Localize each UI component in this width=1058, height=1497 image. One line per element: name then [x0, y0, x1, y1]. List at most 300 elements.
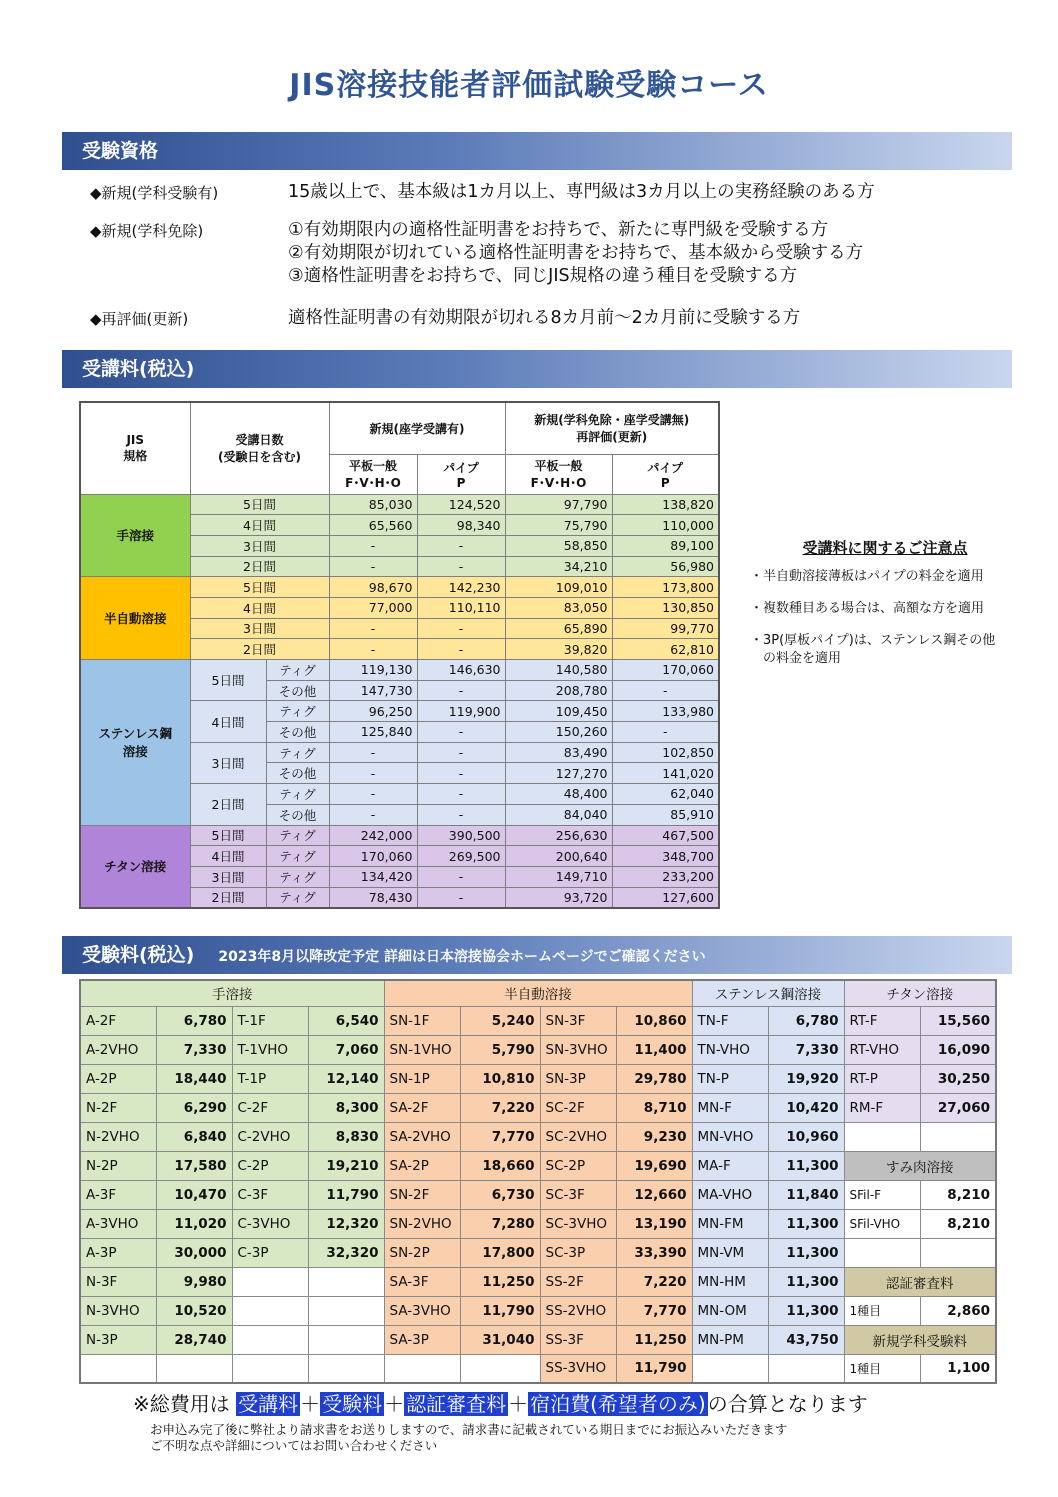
exam-fee: 10,810 — [460, 1064, 540, 1093]
exam-code: SN-3F — [540, 1006, 616, 1035]
exam-code: TN-P — [692, 1064, 768, 1093]
exam-code: TN-VHO — [692, 1035, 768, 1064]
header-new-exempt: 新規(学科免除・座学受講無) 再評価(更新) — [505, 402, 719, 454]
header-pipe: パイプ P — [417, 454, 505, 494]
exam-fee: 43,750 — [768, 1325, 844, 1354]
exam-row — [80, 1151, 996, 1180]
exam-code: MN-VM — [692, 1238, 768, 1267]
exam-fee: 30,250 — [920, 1064, 996, 1093]
exam-fee — [460, 1354, 540, 1383]
section-qualification — [62, 132, 1012, 170]
qualification-desc — [288, 181, 875, 204]
header-flat: 平板一般 F･V･H･O — [329, 454, 417, 494]
group-name: 半自動溶接 — [80, 577, 190, 660]
exam-fee: 5,790 — [460, 1035, 540, 1064]
fee-value: 173,800 — [612, 577, 719, 598]
group-name: ステンレス鋼 溶接 — [80, 660, 190, 826]
exam-code: C-3P — [232, 1238, 308, 1267]
fee-value: - — [329, 784, 417, 805]
exam-fee: 18,440 — [156, 1064, 232, 1093]
exam-fee: 11,790 — [460, 1296, 540, 1325]
fee-value: 98,340 — [417, 515, 505, 536]
fee-value: 119,130 — [329, 660, 417, 681]
qualification-line: ②有効期限が切れている適格性証明書をお持ちで、基本級から受験する方 — [288, 243, 864, 263]
exam-fee: 7,280 — [460, 1209, 540, 1238]
exam-code: C-3F — [232, 1180, 308, 1209]
exam-code: A-3F — [80, 1180, 156, 1209]
exam-header: チタン溶接 — [844, 980, 996, 1006]
cost-item: 受験料 — [322, 1392, 383, 1416]
exam-code: MN-F — [692, 1093, 768, 1122]
cost-item: 受講料 — [238, 1392, 299, 1416]
fee-value: 147,730 — [329, 680, 417, 701]
exam-fee: 11,020 — [156, 1209, 232, 1238]
exam-fee — [920, 1238, 996, 1267]
header-pipe: パイプ P — [612, 454, 719, 494]
exam-fee: 1,100 — [920, 1354, 996, 1383]
exam-fee: 12,140 — [308, 1064, 384, 1093]
method-cell: ティグ — [266, 866, 329, 887]
exam-fee: 6,780 — [156, 1006, 232, 1035]
qualification-line: ①有効期限内の適格性証明書をお持ちで、新たに専門級を受験する方 — [288, 220, 829, 240]
cost-item: 認証審査料 — [406, 1392, 507, 1416]
exam-code: 1種目 — [844, 1354, 920, 1383]
exam-row — [80, 1296, 996, 1325]
fee-value: - — [417, 763, 505, 784]
exam-fee: 19,920 — [768, 1064, 844, 1093]
days-cell: 2日間 — [190, 556, 329, 577]
note-item: ・半自動溶接薄板はパイプの料金を適用 — [750, 569, 984, 584]
fee-value: 77,000 — [329, 597, 417, 618]
days-cell: 4日間 — [190, 701, 266, 742]
exam-fee: 12,660 — [616, 1180, 692, 1209]
method-cell: その他 — [266, 722, 329, 743]
exam-code: MN-OM — [692, 1296, 768, 1325]
exam-code: A-2P — [80, 1064, 156, 1093]
exam-row — [80, 1093, 996, 1122]
qualification-label: ◆再評価(更新) — [90, 310, 189, 328]
exam-fee: 7,770 — [460, 1122, 540, 1151]
notes-title: 受講料に関するご注意点 — [802, 539, 968, 557]
exam-code: RT-P — [844, 1064, 920, 1093]
fee-value: 84,040 — [505, 804, 612, 825]
fee-value: 75,790 — [505, 515, 612, 536]
exam-fee — [920, 1122, 996, 1151]
exam-code — [844, 1238, 920, 1267]
exam-fee — [768, 1354, 844, 1383]
exam-row — [80, 1122, 996, 1151]
exam-code: MA-VHO — [692, 1180, 768, 1209]
exam-fee: 19,210 — [308, 1151, 384, 1180]
exam-code: TN-F — [692, 1006, 768, 1035]
fee-value: 149,710 — [505, 866, 612, 887]
exam-row — [80, 1267, 996, 1296]
days-cell: 3日間 — [190, 618, 329, 639]
fee-value: 133,980 — [612, 701, 719, 722]
exam-fee: 11,840 — [768, 1180, 844, 1209]
exam-fee: 7,060 — [308, 1035, 384, 1064]
fee-value: 200,640 — [505, 846, 612, 867]
fee-value: - — [329, 763, 417, 784]
exam-fee-note: 2023年8月以降改定予定 詳細は日本溶接協会ホームページでご確認ください — [218, 949, 706, 965]
exam-fee: 7,220 — [460, 1093, 540, 1122]
exam-fee: 19,690 — [616, 1151, 692, 1180]
plus-sign: ＋ — [300, 1392, 321, 1416]
group-name: 手溶接 — [80, 494, 190, 577]
fee-value: - — [417, 887, 505, 908]
total-suffix: の合算となります — [707, 1392, 868, 1416]
exam-fee: 6,780 — [768, 1006, 844, 1035]
header-jis: JIS 規格 — [80, 402, 190, 494]
fee-value: - — [417, 784, 505, 805]
fee-value: - — [417, 556, 505, 577]
fee-value: 142,230 — [417, 577, 505, 598]
fee-value: 62,810 — [612, 639, 719, 660]
days-cell: 4日間 — [190, 597, 329, 618]
exam-fee: 11,300 — [768, 1209, 844, 1238]
exam-code: C-2P — [232, 1151, 308, 1180]
exam-code: T-1F — [232, 1006, 308, 1035]
exam-code: SFil-VHO — [844, 1209, 920, 1238]
qualification-label: ◆新規(学科免除) — [90, 222, 204, 240]
fee-value: 85,910 — [612, 804, 719, 825]
fee-value: 109,010 — [505, 577, 612, 598]
exam-fee: 6,540 — [308, 1006, 384, 1035]
exam-code: SC-2VHO — [540, 1122, 616, 1151]
fee-row — [80, 577, 719, 598]
exam-code: SC-3F — [540, 1180, 616, 1209]
header-days: 受講日数 (受験日を含む) — [190, 402, 329, 494]
fee-value: 170,060 — [612, 660, 719, 681]
fee-value: 208,780 — [505, 680, 612, 701]
fee-value: 83,490 — [505, 742, 612, 763]
exam-code: RT-VHO — [844, 1035, 920, 1064]
fee-value: 65,890 — [505, 618, 612, 639]
exam-code — [232, 1267, 308, 1296]
fee-value: 467,500 — [612, 825, 719, 846]
exam-code: SN-2VHO — [384, 1209, 460, 1238]
section-course-fee — [62, 350, 1012, 388]
days-cell: 3日間 — [190, 535, 329, 556]
exam-fee: 11,790 — [308, 1180, 384, 1209]
fee-value: 141,020 — [612, 763, 719, 784]
exam-code — [384, 1354, 460, 1383]
fee-value: 256,630 — [505, 825, 612, 846]
fee-value: 109,450 — [505, 701, 612, 722]
fee-value: 93,720 — [505, 887, 612, 908]
fee-value: 138,820 — [612, 494, 719, 515]
days-cell: 2日間 — [190, 784, 266, 825]
fee-value: 110,110 — [417, 597, 505, 618]
fee-value: 150,260 — [505, 722, 612, 743]
exam-fee: 15,560 — [920, 1006, 996, 1035]
exam-fee: 7,770 — [616, 1296, 692, 1325]
exam-code: T-1P — [232, 1064, 308, 1093]
exam-code: N-3VHO — [80, 1296, 156, 1325]
cost-item: 宿泊費(希望者のみ) — [530, 1392, 706, 1416]
qualification-desc — [288, 219, 863, 288]
exam-code: MN-VHO — [692, 1122, 768, 1151]
exam-code — [232, 1354, 308, 1383]
days-cell: 5日間 — [190, 660, 266, 701]
exam-code: SS-3VHO — [540, 1354, 616, 1383]
fee-value: - — [417, 722, 505, 743]
fee-value: 127,270 — [505, 763, 612, 784]
fee-value: 119,900 — [417, 701, 505, 722]
exam-code: SA-3P — [384, 1325, 460, 1354]
exam-row — [80, 1064, 996, 1093]
exam-row — [80, 1006, 996, 1035]
exam-code: MN-HM — [692, 1267, 768, 1296]
footer — [150, 1422, 787, 1454]
qualification-label: ◆新規(学科受験有) — [90, 184, 219, 202]
exam-fee: 6,840 — [156, 1122, 232, 1151]
plus-sign: ＋ — [508, 1392, 529, 1416]
fee-value: 170,060 — [329, 846, 417, 867]
exam-fee: 10,520 — [156, 1296, 232, 1325]
exam-code: SS-2F — [540, 1267, 616, 1296]
fee-value: 130,850 — [612, 597, 719, 618]
exam-fee: 29,780 — [616, 1064, 692, 1093]
exam-fee: 18,660 — [460, 1151, 540, 1180]
exam-row — [80, 1354, 996, 1383]
fee-value: - — [329, 618, 417, 639]
exam-fee — [308, 1267, 384, 1296]
exam-row — [80, 1238, 996, 1267]
exam-fee: 11,250 — [460, 1267, 540, 1296]
method-cell: ティグ — [266, 701, 329, 722]
exam-fee: 8,210 — [920, 1180, 996, 1209]
fee-row — [80, 494, 719, 515]
fee-value: - — [612, 722, 719, 743]
exam-code: SA-2VHO — [384, 1122, 460, 1151]
exam-code: SC-2P — [540, 1151, 616, 1180]
fee-value: 39,820 — [505, 639, 612, 660]
fee-value: - — [329, 742, 417, 763]
exam-code — [232, 1325, 308, 1354]
fee-value: 134,420 — [329, 866, 417, 887]
exam-code: SN-1VHO — [384, 1035, 460, 1064]
exam-fee: 11,300 — [768, 1296, 844, 1325]
exam-fee: 10,860 — [616, 1006, 692, 1035]
exam-fee: 7,330 — [156, 1035, 232, 1064]
exam-code: RM-F — [844, 1093, 920, 1122]
exam-fee — [308, 1325, 384, 1354]
exam-header: 半自動溶接 — [384, 980, 692, 1006]
method-cell: ティグ — [266, 825, 329, 846]
exam-fee: 10,470 — [156, 1180, 232, 1209]
exam-row — [80, 1209, 996, 1238]
days-cell: 3日間 — [190, 742, 266, 783]
header-new-course: 新規(座学受講有) — [329, 402, 505, 454]
group-name: チタン溶接 — [80, 825, 190, 908]
exam-header: ステンレス鋼溶接 — [692, 980, 844, 1006]
plus-sign: ＋ — [384, 1392, 405, 1416]
exam-code: A-3P — [80, 1238, 156, 1267]
method-cell: ティグ — [266, 784, 329, 805]
exam-fee: 9,230 — [616, 1122, 692, 1151]
fee-value: 97,790 — [505, 494, 612, 515]
exam-fee: 8,210 — [920, 1209, 996, 1238]
fee-value: 83,050 — [505, 597, 612, 618]
fee-value: - — [329, 535, 417, 556]
qualification-line: 15歳以上で、基本級は1カ月以上、専門級は3カ月以上の実務経験のある方 — [288, 182, 875, 202]
exam-fee: 11,300 — [768, 1238, 844, 1267]
fee-value: 62,040 — [612, 784, 719, 805]
exam-code: T-1VHO — [232, 1035, 308, 1064]
exam-fee: 17,800 — [460, 1238, 540, 1267]
exam-row — [80, 1325, 996, 1354]
fee-value: 348,700 — [612, 846, 719, 867]
fee-value: 110,000 — [612, 515, 719, 536]
exam-code: SN-2F — [384, 1180, 460, 1209]
exam-fee: 33,390 — [616, 1238, 692, 1267]
exam-code: N-2P — [80, 1151, 156, 1180]
page-title: JIS溶接技能者評価試験受験コース — [289, 68, 769, 103]
exam-fee: 8,830 — [308, 1122, 384, 1151]
exam-code: SN-1F — [384, 1006, 460, 1035]
exam-fee: 10,420 — [768, 1093, 844, 1122]
section-title: 受験料(税込) — [82, 944, 195, 966]
fee-value: 98,670 — [329, 577, 417, 598]
exam-code: SC-3VHO — [540, 1209, 616, 1238]
footer-line: お申込み完了後に弊社より請求書をお送りしますので、請求書に記載されている期日までにお振込みいただきます — [150, 1422, 788, 1437]
fee-value: 390,500 — [417, 825, 505, 846]
qualification-line: 適格性証明書の有効期限が切れる8カ月前～2カ月前に受験する方 — [288, 308, 801, 328]
exam-code: C-3VHO — [232, 1209, 308, 1238]
fee-value: 96,250 — [329, 701, 417, 722]
exam-code: MA-F — [692, 1151, 768, 1180]
fee-value: - — [329, 639, 417, 660]
exam-fee: 13,190 — [616, 1209, 692, 1238]
fee-value: 124,520 — [417, 494, 505, 515]
exam-row — [80, 1180, 996, 1209]
exam-code: C-2VHO — [232, 1122, 308, 1151]
fee-value: - — [417, 639, 505, 660]
days-cell: 5日間 — [190, 577, 329, 598]
exam-row — [80, 1035, 996, 1064]
section-exam-fee — [62, 936, 1012, 974]
fee-row — [80, 825, 719, 846]
days-cell: 2日間 — [190, 639, 329, 660]
exam-fee: 17,580 — [156, 1151, 232, 1180]
method-cell: ティグ — [266, 887, 329, 908]
exam-code: SN-3P — [540, 1064, 616, 1093]
exam-fee-table — [79, 979, 997, 1384]
method-cell: ティグ — [266, 846, 329, 867]
fee-value: 233,200 — [612, 866, 719, 887]
fee-value: - — [417, 680, 505, 701]
exam-code: SN-3VHO — [540, 1035, 616, 1064]
exam-fee: 31,040 — [460, 1325, 540, 1354]
fee-value: 146,630 — [417, 660, 505, 681]
fee-value: 78,430 — [329, 887, 417, 908]
notes-box — [750, 537, 1030, 682]
method-cell: ティグ — [266, 742, 329, 763]
days-cell: 4日間 — [190, 846, 266, 867]
exam-subheader: 認証審査料 — [844, 1267, 996, 1296]
method-cell: ティグ — [266, 660, 329, 681]
method-cell: その他 — [266, 763, 329, 784]
exam-fee: 16,090 — [920, 1035, 996, 1064]
fee-value: 85,030 — [329, 494, 417, 515]
qualification-line: ③適格性証明書をお持ちで、同じJIS規格の違う種目を受験する方 — [288, 266, 798, 286]
exam-fee: 11,300 — [768, 1267, 844, 1296]
exam-fee: 10,960 — [768, 1122, 844, 1151]
fee-value: 125,840 — [329, 722, 417, 743]
section-title: 受験資格 — [82, 140, 159, 162]
exam-code: SC-2F — [540, 1093, 616, 1122]
days-cell: 3日間 — [190, 866, 266, 887]
days-cell: 5日間 — [190, 825, 266, 846]
exam-fee: 32,320 — [308, 1238, 384, 1267]
fee-value: 34,210 — [505, 556, 612, 577]
exam-code: N-3F — [80, 1267, 156, 1296]
exam-code — [844, 1122, 920, 1151]
fee-value: 48,400 — [505, 784, 612, 805]
days-cell: 5日間 — [190, 494, 329, 515]
exam-fee: 11,300 — [768, 1151, 844, 1180]
fee-value: 102,850 — [612, 742, 719, 763]
exam-fee: 11,790 — [616, 1354, 692, 1383]
fee-value: 127,600 — [612, 887, 719, 908]
fee-value: 99,770 — [612, 618, 719, 639]
exam-code: 1種目 — [844, 1296, 920, 1325]
exam-fee: 27,060 — [920, 1093, 996, 1122]
exam-fee: 5,240 — [460, 1006, 540, 1035]
fee-value: - — [329, 556, 417, 577]
note-item: ・3P(厚板パイプ)は、ステンレス鋼その他 の料金を適用 — [750, 633, 996, 666]
days-cell: 4日間 — [190, 515, 329, 536]
exam-fee: 8,710 — [616, 1093, 692, 1122]
days-cell: 2日間 — [190, 887, 266, 908]
exam-code — [692, 1354, 768, 1383]
fee-value: 269,500 — [417, 846, 505, 867]
exam-code: RT-F — [844, 1006, 920, 1035]
exam-code: SA-2P — [384, 1151, 460, 1180]
exam-code: SS-2VHO — [540, 1296, 616, 1325]
exam-code: N-2VHO — [80, 1122, 156, 1151]
fee-value: - — [417, 804, 505, 825]
exam-code: MN-PM — [692, 1325, 768, 1354]
exam-subheader: すみ肉溶接 — [844, 1151, 996, 1180]
exam-fee: 12,320 — [308, 1209, 384, 1238]
exam-code: A-3VHO — [80, 1209, 156, 1238]
exam-code: SN-1P — [384, 1064, 460, 1093]
exam-fee — [156, 1354, 232, 1383]
exam-fee: 28,740 — [156, 1325, 232, 1354]
exam-code: SFil-F — [844, 1180, 920, 1209]
exam-fee: 6,290 — [156, 1093, 232, 1122]
exam-code: SA-3VHO — [384, 1296, 460, 1325]
exam-code: SN-2P — [384, 1238, 460, 1267]
exam-fee: 2,860 — [920, 1296, 996, 1325]
total-cost-line — [133, 1388, 868, 1417]
total-prefix: ※総費用は — [133, 1392, 237, 1416]
fee-value: 140,580 — [505, 660, 612, 681]
exam-code: A-2F — [80, 1006, 156, 1035]
exam-code: C-2F — [232, 1093, 308, 1122]
exam-code: SC-3P — [540, 1238, 616, 1267]
exam-fee: 9,980 — [156, 1267, 232, 1296]
exam-fee: 30,000 — [156, 1238, 232, 1267]
exam-fee: 11,250 — [616, 1325, 692, 1354]
fee-value: 242,000 — [329, 825, 417, 846]
section-title: 受講料(税込) — [82, 358, 195, 380]
fee-value: 58,850 — [505, 535, 612, 556]
fee-value: - — [329, 804, 417, 825]
exam-code — [232, 1296, 308, 1325]
